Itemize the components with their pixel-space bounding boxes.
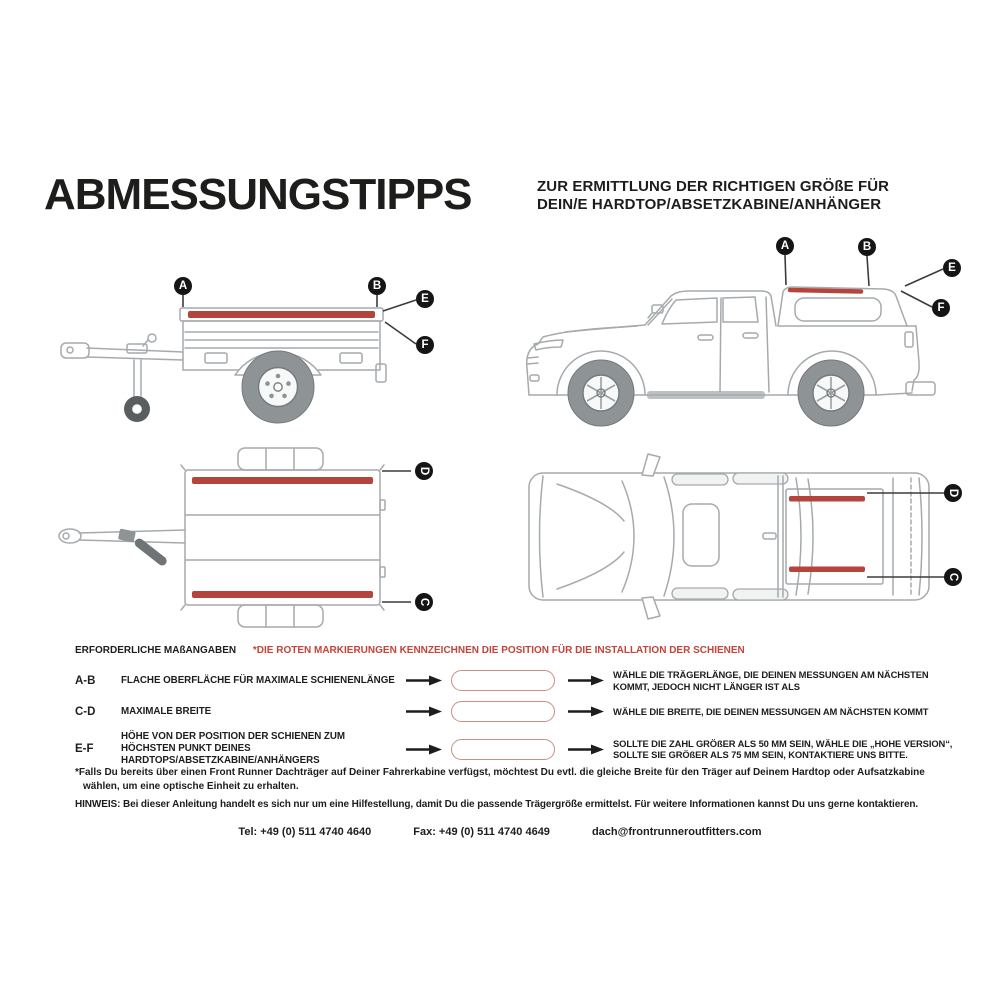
measure-result-cd: WÄHLE DIE BREITE, DIE DEINEN MESSUNGEN AM NÄCHSTEN KOMMT: [613, 705, 929, 717]
subtitle-line-1: ZUR ERMITTLUNG DER RICHTIGEN GRÖßE FÜR: [537, 178, 890, 195]
measurements-section: [75, 645, 965, 767]
marker-f-truck-side: F: [932, 299, 950, 317]
trailer-side-view-drawing: [55, 260, 460, 445]
contact-bar: [0, 826, 1000, 838]
arrow-right-icon: [405, 706, 451, 717]
measure-code-ef: E-F: [75, 743, 94, 755]
marker-e-truck-side: E: [943, 259, 961, 277]
arrow-right-icon: [405, 744, 451, 755]
marker-a-trailer-side: A: [174, 277, 192, 295]
page-title: ABMESSUNGSTIPPS: [44, 170, 472, 219]
page-subtitle: [537, 178, 889, 214]
contact-fax: Fax: +49 (0) 511 4740 4649: [413, 826, 550, 838]
contact-tel: Tel: +49 (0) 511 4740 4640: [238, 826, 372, 838]
marker-d-truck-top: D: [944, 484, 962, 502]
arrow-right-icon: [555, 675, 613, 686]
marker-f-trailer-side: F: [416, 336, 434, 354]
arrow-right-icon: [555, 706, 613, 717]
marker-d-trailer-top: D: [415, 462, 433, 480]
truck-top-view-drawing: [505, 448, 995, 640]
measurements-heading-row: [75, 645, 965, 656]
required-measures-heading: ERFORDERLICHE MAßANGABEN: [75, 645, 237, 656]
marker-e-trailer-side: E: [416, 290, 434, 308]
measurement-input-field-ef[interactable]: [451, 739, 555, 760]
measure-desc-ef: HÖHE VON DER POSITION DER SCHIENEN ZUM HÖCHSTEN PUNKT DEINES HARDTOPS/ABSETZKABINE/ANHÄNGERS: [121, 731, 345, 766]
marker-b-truck-side: B: [858, 238, 876, 256]
contact-email: dach@frontrunneroutfitters.com: [591, 826, 762, 838]
truck-side-view-drawing: [505, 230, 995, 435]
measurements-grid: [75, 669, 965, 767]
hint-note: HINWEIS: Bei dieser Anleitung handelt es sich nur um eine Hilfestellung, damit Du die passende Trägergröße ermittelst. Für weitere Informationen kannst Du uns gerne kontaktieren.: [75, 799, 919, 810]
trailer-top-view-drawing: [55, 440, 460, 645]
marker-c-trailer-top: C: [415, 593, 433, 611]
measure-code-ab: A-B: [75, 674, 96, 687]
measure-result-ef: SOLLTE DIE ZAHL GRÖßER ALS 50 MM SEIN, WÄHLE DIE „HOHE VERSION“, SOLLTE SIE GRÖßER ALS 75 MM SEIN, KONTAKTIERE UNS BITTE.: [613, 737, 953, 760]
measurement-input-field-cd[interactable]: [451, 701, 555, 722]
arrow-right-icon: [555, 744, 613, 755]
measure-code-cd: C-D: [75, 705, 96, 718]
marker-b-trailer-side: B: [368, 277, 386, 295]
measure-desc-cd: MAXIMALE BREITE: [121, 705, 212, 717]
measure-result-ab: WÄHLE DIE TRÄGERLÄNGE, DIE DEINEN MESSUNGEN AM NÄCHSTEN KOMMT, JEDOCH NICHT LÄNGER IST ALS: [613, 669, 929, 692]
measurement-input-field-ab[interactable]: [451, 670, 555, 691]
marker-a-truck-side: A: [776, 237, 794, 255]
subtitle-line-2: DEIN/E HARDTOP/ABSETZKABINE/ANHÄNGER: [537, 196, 882, 213]
arrow-right-icon: [405, 675, 451, 686]
measure-desc-ab: FLACHE OBERFLÄCHE FÜR MAXIMALE SCHIENENLÄNGE: [121, 674, 395, 686]
asterisk-footnote: *Falls Du bereits über einen Front Runner Dachträger auf Deiner Fahrerkabine verfügst, möchtest Du evtl. die gleiche Breite für den Träger auf Deinem Hardtop oder Aufsatzkabine wählen, um eine optische Einheit zu erhalten.: [75, 767, 925, 792]
marker-c-truck-top: C: [944, 568, 962, 586]
red-markings-note: *DIE ROTEN MARKIERUNGEN KENNZEICHNEN DIE POSITION FÜR DIE INSTALLATION DER SCHIENEN: [252, 645, 745, 656]
